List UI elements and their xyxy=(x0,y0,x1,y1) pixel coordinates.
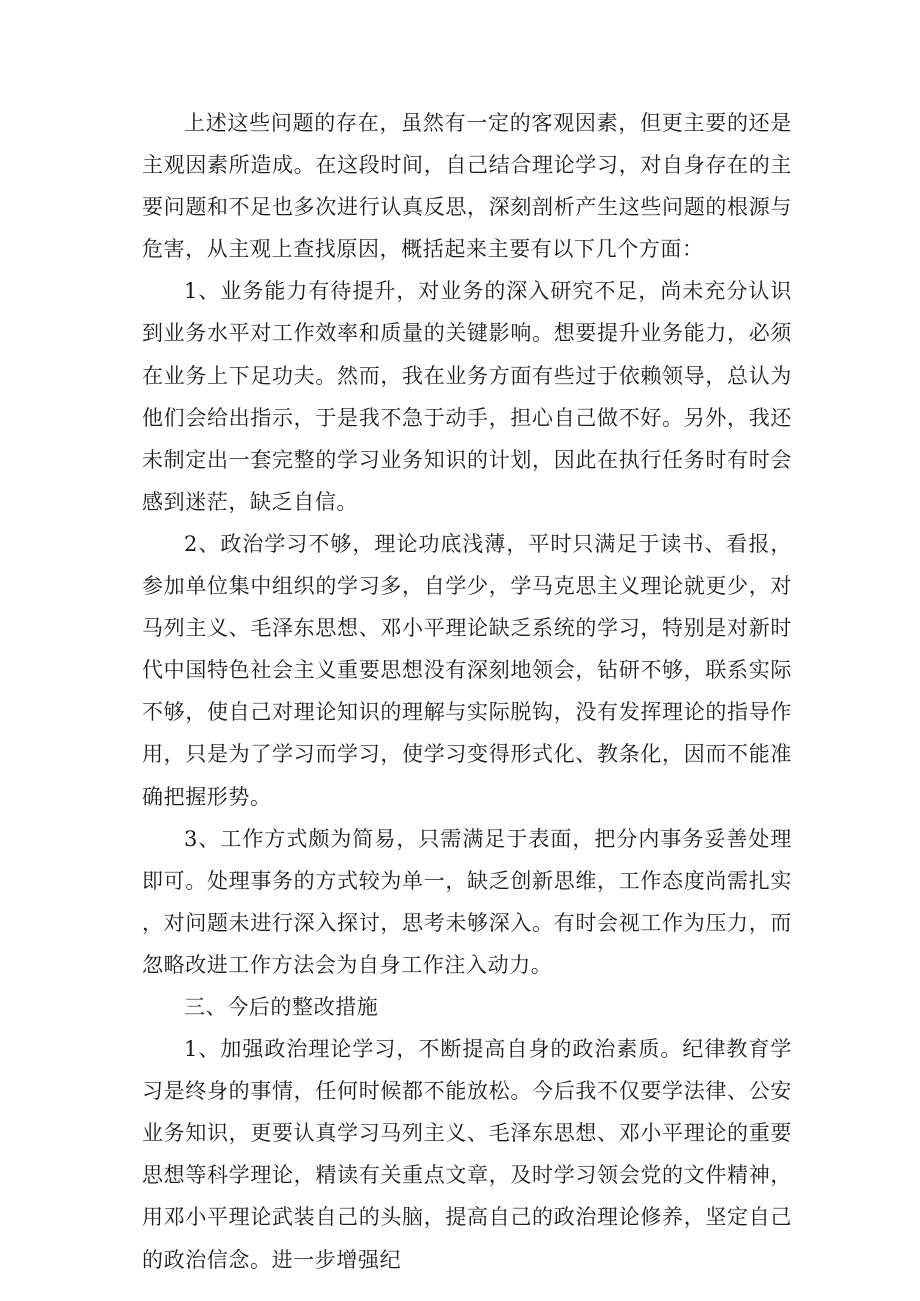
paragraph-work-method: 3、工作方式颇为简易，只需满足于表面，把分内事务妥善处理即可。处理事务的方式较为单一，缺乏创新思维，工作态度尚需扎实，对问题未进行深入探讨，思考未够深入。有时会视工作为压力，而忽略改进工作方法会为自身工作注入动力。 xyxy=(142,826,792,977)
paragraph-theory-study-measure: 1、加强政治理论学习，不断提高自身的政治素质。纪律教育学习是终身的事情，任何时候都不能放松。今后我不仅要学法律、公安业务知识，更要认真学习马列主义、毛泽东思想、邓小平理论的重要思想等科学理论，精读有关重点文章，及时学习领会党的文件精神，用邓小平理论武装自己的头脑，提高自己的政治理论修养，坚定自己的政治信念。进一步增强纪 xyxy=(142,1037,792,1272)
paragraph-business-ability: 1、业务能力有待提升，对业务的深入研究不足，尚未充分认识到业务水平对工作效率和质量的关键影响。想要提升业务能力，必须在业务上下足功夫。然而，我在业务方面有些过于依赖领导，总认为他们会给出指示，于是我不急于动手，担心自己做不好。另外，我还未制定出一套完整的学习业务知识的计划，因此在执行任务时有时会感到迷茫，缺乏自信。 xyxy=(142,279,792,514)
paragraph-political-study: 2、政治学习不够，理论功底浅薄，平时只满足于读书、看报，参加单位集中组织的学习多，自学少，学马克思主义理论就更少，对马列主义、毛泽东思想、邓小平理论缺乏系统的学习，特别是对新时代中国特色社会主义重要思想没有深刻地领会，钻研不够，联系实际不够，使自己对理论知识的理解与实际脱钩，没有发挥理论的指导作用，只是为了学习而学习，使学习变得形式化、教条化，因而不能准确把握形势。 xyxy=(142,531,792,809)
document-body xyxy=(142,102,792,1281)
section-heading-rectification: 三、今后的整改措施 xyxy=(184,994,379,1019)
paragraph-root-cause-intro: 上述这些问题的存在，虽然有一定的客观因素，但更主要的还是主观因素所造成。在这段时间，自己结合理论学习，对自身存在的主要问题和不足也多次进行认真反思，深刻剖析产生这些问题的根源与危害，从主观上查找原因，概括起来主要有以下几个方面： xyxy=(142,111,792,262)
